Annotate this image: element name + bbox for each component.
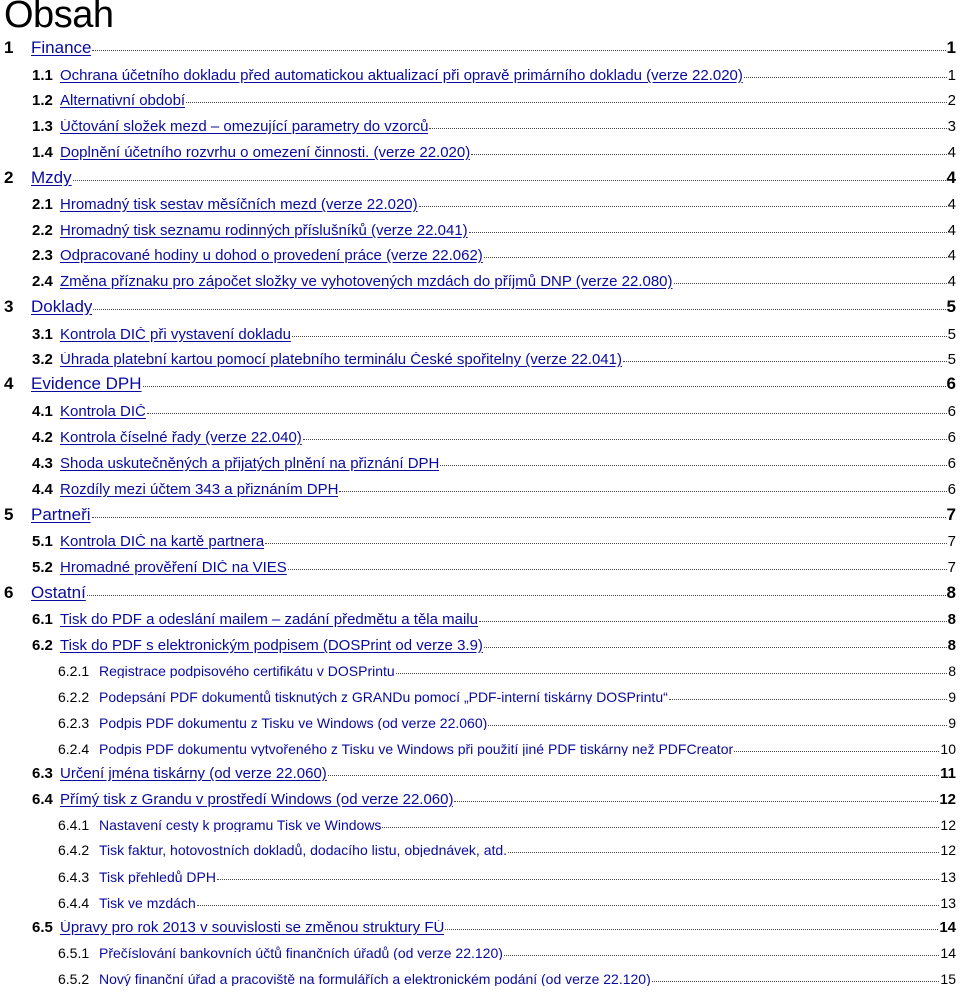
toc-entry-link[interactable]: Tisk do PDF s elektronickým podpisem (DOSPrint od verze 3.9) <box>60 638 483 653</box>
toc-entry-page: 14 <box>940 945 956 961</box>
toc-entry-link[interactable]: Změna příznaku pro zápočet složky ve vyhotovených mzdách do příjmů DNP (verze 22.080) <box>60 274 673 289</box>
toc-entry-page: 1 <box>947 67 956 84</box>
toc-entry-link[interactable]: Určení jména tiskárny (od verze 22.060) <box>60 766 327 781</box>
toc-entry-number: 5 <box>4 505 14 524</box>
toc-entry-link[interactable]: Nastavení cesty k programu Tisk ve Windows <box>99 818 382 832</box>
toc-entry-link[interactable]: Kontrola číselné řady (verze 22.040) <box>60 430 302 445</box>
toc-entry[interactable] <box>58 946 956 960</box>
toc-entry-link[interactable]: Tisk faktur, hotovostních dokladů, dodacího listu, objednávek, atd. <box>99 843 508 857</box>
toc-entry-number: 4 <box>4 374 14 393</box>
toc-entry-number: 6.5 <box>32 919 53 936</box>
toc-entry[interactable] <box>32 404 956 419</box>
toc-entry[interactable] <box>32 274 956 289</box>
toc-entry-link[interactable]: Úpravy pro rok 2013 v souvislosti se změnou struktury FÚ <box>60 920 445 935</box>
toc-dot-leader <box>429 128 946 129</box>
toc-entry[interactable] <box>32 920 956 935</box>
toc-entry-number: 2.3 <box>32 247 53 264</box>
toc-entry[interactable] <box>32 119 956 134</box>
toc-entry[interactable] <box>4 39 956 56</box>
toc-entry-number: 1.3 <box>32 118 53 135</box>
toc-entry-page: 14 <box>939 919 956 936</box>
toc-dot-leader <box>484 647 947 648</box>
toc-dot-leader <box>504 955 940 956</box>
toc-entry-number: 6 <box>4 583 14 602</box>
toc-entry-number: 1.2 <box>32 92 53 109</box>
toc-entry-page: 2 <box>947 92 956 109</box>
toc-entry-number: 4.2 <box>32 429 53 446</box>
toc-entry[interactable] <box>4 506 956 523</box>
toc-entry-page: 12 <box>939 791 956 808</box>
toc-entry-link[interactable]: Ostatní <box>31 584 86 601</box>
toc-entry-link[interactable]: Tisk přehledů DPH <box>99 870 216 884</box>
toc-entry-number: 2 <box>4 168 14 187</box>
toc-entry[interactable] <box>58 818 956 832</box>
toc-dot-leader <box>382 827 939 828</box>
toc-entry[interactable] <box>32 482 956 497</box>
toc-entry-page: 11 <box>940 765 956 782</box>
toc-dot-leader <box>87 595 946 596</box>
toc-dot-leader <box>186 102 947 103</box>
toc-entry-link[interactable]: Podepsání PDF dokumentů tisknutých z GRANDu pomocí „PDF-interní tiskárny DOSPrintu“ <box>99 690 668 704</box>
toc-entry[interactable] <box>58 742 956 756</box>
toc-entry[interactable] <box>32 560 956 575</box>
toc-entry-number: 6.4.2 <box>58 842 90 858</box>
toc-entry[interactable] <box>32 430 956 445</box>
toc-entry[interactable] <box>32 456 956 471</box>
toc-entry-number: 6.2.4 <box>58 741 90 757</box>
toc-dot-leader <box>484 257 947 258</box>
toc-entry-page: 4 <box>947 247 956 264</box>
toc-entry-number: 1.1 <box>32 67 53 84</box>
toc-dot-leader <box>93 309 945 310</box>
toc-entry-link[interactable]: Podpis PDF dokumentu vytvořeného z Tisku ve Windows při použití jiné PDF tiskárny než PDFCreator <box>99 742 734 756</box>
toc-entry-link[interactable]: Mzdy <box>31 169 72 186</box>
toc-entry[interactable] <box>58 843 956 857</box>
toc-dot-leader <box>396 673 948 674</box>
toc-entry[interactable] <box>4 169 956 186</box>
toc-entry-number: 6.4.1 <box>58 817 90 833</box>
toc-entry-link[interactable]: Kontrola DIČ na kartě partnera <box>60 534 265 549</box>
toc-entry-link[interactable]: Přímý tisk z Grandu v prostředí Windows (od verze 22.060) <box>60 792 454 807</box>
toc-entry-page: 7 <box>946 505 956 524</box>
toc-dot-leader <box>73 180 946 181</box>
toc-entry[interactable] <box>32 197 956 212</box>
toc-dot-leader <box>292 336 947 337</box>
toc-entry[interactable] <box>32 327 956 342</box>
toc-dot-leader <box>674 283 947 284</box>
toc-dot-leader <box>328 775 939 776</box>
page-title: Obsah <box>4 0 114 36</box>
toc-entry-page: 3 <box>947 118 956 135</box>
toc-dot-leader <box>339 491 946 492</box>
toc-dot-leader <box>143 386 946 387</box>
toc-entry-link[interactable]: Evidence DPH <box>31 375 142 392</box>
toc-entry-page: 7 <box>947 533 956 550</box>
toc-entry-number: 6.4 <box>32 791 53 808</box>
toc-entry-link[interactable]: Registrace podpisového certifikátu v DOSPrintu <box>99 664 395 678</box>
toc-entry[interactable] <box>58 972 956 986</box>
toc-entry-number: 4.1 <box>32 403 53 420</box>
toc-entry-link[interactable]: Hromadný tisk seznamu rodinných příslušníků (verze 22.041) <box>60 223 468 238</box>
toc-entry-number: 6.4.3 <box>58 869 90 885</box>
toc-entry-link[interactable]: Podpis PDF dokumentu z Tisku ve Windows (od verze 22.060) <box>99 716 488 730</box>
toc-entry-link[interactable]: Rozdíly mezi účtem 343 a přiznáním DPH <box>60 482 339 497</box>
toc-entry-page: 4 <box>946 168 956 187</box>
toc-entry-page: 10 <box>940 741 956 757</box>
toc-dot-leader <box>288 569 947 570</box>
toc-dot-leader <box>147 413 947 414</box>
toc-entry-number: 4.3 <box>32 455 53 472</box>
toc-entry-page: 5 <box>947 326 956 343</box>
toc-entry-number: 3.2 <box>32 351 53 368</box>
toc-entry-link[interactable]: Tisk ve mzdách <box>99 896 196 910</box>
toc-entry-page: 9 <box>948 689 956 705</box>
toc-entry[interactable] <box>4 375 956 392</box>
toc-dot-leader <box>303 439 947 440</box>
toc-entry-page: 4 <box>947 196 956 213</box>
toc-dot-leader <box>669 699 947 700</box>
toc-entry-page: 6 <box>946 374 956 393</box>
toc-entry-link[interactable]: Odpracované hodiny u dohod o provedení práce (verze 22.062) <box>60 248 483 263</box>
toc-entry[interactable] <box>58 716 956 730</box>
toc-entry-link[interactable]: Partneři <box>31 506 91 523</box>
toc-entry-page: 8 <box>946 583 956 602</box>
toc-entry-link[interactable]: Finance <box>31 39 92 56</box>
toc-dot-leader <box>419 206 947 207</box>
toc-dot-leader <box>471 154 946 155</box>
toc-entry-number: 3 <box>4 297 14 316</box>
toc-dot-leader <box>508 852 939 853</box>
toc-entry[interactable] <box>32 93 956 108</box>
toc-entry-link[interactable]: Úhrada platební kartou pomocí platebního terminálu České spořitelny (verze 22.041) <box>60 352 622 367</box>
toc-entry-number: 6.4.4 <box>58 895 90 911</box>
toc-entry-number: 6.5.1 <box>58 945 90 961</box>
toc-entry-page: 15 <box>940 971 956 987</box>
toc-entry[interactable] <box>58 664 956 678</box>
toc-entry-number: 6.2 <box>32 637 53 654</box>
toc-entry-number: 6.1 <box>32 611 53 628</box>
toc-entry[interactable] <box>32 352 956 367</box>
toc-entry-number: 2.1 <box>32 196 53 213</box>
toc-dot-leader <box>92 50 945 51</box>
toc-entry-number: 1.4 <box>32 144 53 161</box>
toc-dot-leader <box>445 929 938 930</box>
toc-entry[interactable] <box>58 896 956 910</box>
toc-entry[interactable] <box>32 792 956 807</box>
toc-entry-link[interactable]: Kontrola DIČ při vystavení dokladu <box>60 327 291 342</box>
toc-entry-link[interactable]: Alternativní období <box>60 93 186 108</box>
toc-entry-number: 2.4 <box>32 273 53 290</box>
toc-entry-page: 6 <box>947 429 956 446</box>
toc-dot-leader <box>734 751 939 752</box>
toc-dot-leader <box>92 517 946 518</box>
toc-entry-page: 5 <box>947 351 956 368</box>
toc-entry-number: 2.2 <box>32 222 53 239</box>
toc-entry-page: 13 <box>940 895 956 911</box>
toc-dot-leader <box>265 543 946 544</box>
toc-entry-page: 5 <box>946 297 956 316</box>
toc-dot-leader <box>652 981 940 982</box>
toc-entry[interactable] <box>32 68 956 83</box>
toc-entry-page: 4 <box>947 222 956 239</box>
toc-entry-page: 4 <box>947 273 956 290</box>
toc-entry-page: 7 <box>947 559 956 576</box>
toc-entry-number: 6.2.2 <box>58 689 90 705</box>
toc-entry-number: 3.1 <box>32 326 53 343</box>
toc-entry-link[interactable]: Doplnění účetního rozvrhu o omezení činnosti. (verze 22.020) <box>60 145 471 160</box>
toc-entry[interactable] <box>32 612 956 627</box>
toc-entry-link[interactable]: Hromadné prověření DIČ na VIES <box>60 560 287 575</box>
toc-dot-leader <box>454 801 938 802</box>
toc-entry-number: 6.3 <box>32 765 53 782</box>
toc-entry-page: 8 <box>948 663 956 679</box>
toc-entry[interactable] <box>58 870 956 884</box>
toc-entry[interactable] <box>32 766 956 781</box>
toc-entry-number: 6.5.2 <box>58 971 90 987</box>
toc-entry-number: 1 <box>4 38 14 57</box>
toc-entry-link[interactable]: Účtování složek mezd – omezující parametry do vzorců <box>60 119 429 134</box>
toc-entry[interactable] <box>4 298 956 315</box>
toc-entry-link[interactable]: Ochrana účetního dokladu před automatickou aktualizací při opravě primárního dokladu (verze 22.020) <box>60 68 743 83</box>
toc-entry-page: 6 <box>947 455 956 472</box>
toc-entry[interactable] <box>4 584 956 601</box>
toc-entry-page: 6 <box>947 481 956 498</box>
toc-entry-page: 8 <box>947 637 956 654</box>
toc-entry-link[interactable]: Shoda uskutečněných a přijatých plnění na přiznání DPH <box>60 456 440 471</box>
toc-entry-page: 6 <box>947 403 956 420</box>
toc-entry-number: 6.2.1 <box>58 663 90 679</box>
toc-entry[interactable] <box>58 690 956 704</box>
toc-entry-number: 5.2 <box>32 559 53 576</box>
toc-entry-number: 4.4 <box>32 481 53 498</box>
toc-entry-link[interactable]: Hromadný tisk sestav měsíčních mezd (verze 22.020) <box>60 197 418 212</box>
toc-entry-link[interactable]: Tisk do PDF a odeslání mailem – zadání předmětu a těla mailu <box>60 612 478 627</box>
toc-entry-page: 1 <box>946 38 956 57</box>
toc-dot-leader <box>744 77 947 78</box>
toc-entry-link[interactable]: Nový finanční úřad a pracoviště na formulářích a elektronickém podání (od verze 22.120) <box>99 972 651 986</box>
toc-entry[interactable] <box>32 223 956 238</box>
toc-dot-leader <box>217 879 939 880</box>
toc-entry-link[interactable]: Doklady <box>31 298 93 315</box>
toc-entry-link[interactable]: Přečíslování bankovních účtů finančních úřadů (od verze 22.120) <box>99 946 503 960</box>
toc-dot-leader <box>623 361 947 362</box>
toc-entry-page: 12 <box>940 817 956 833</box>
toc-entry-page: 13 <box>940 869 956 885</box>
toc-entry-page: 4 <box>947 144 956 161</box>
toc-dot-leader <box>469 232 947 233</box>
toc-entry-page: 12 <box>940 842 956 858</box>
toc-entry[interactable] <box>32 638 956 653</box>
toc-dot-leader <box>479 621 947 622</box>
toc-entry-page: 8 <box>947 611 956 628</box>
toc-dot-leader <box>440 465 946 466</box>
toc-entry-link[interactable]: Kontrola DIČ <box>60 404 146 419</box>
toc-entry-page: 9 <box>948 715 956 731</box>
toc-entry[interactable] <box>32 145 956 160</box>
toc-dot-leader <box>488 725 947 726</box>
toc-entry[interactable] <box>32 534 956 549</box>
toc-entry[interactable] <box>32 248 956 263</box>
toc-entry-number: 5.1 <box>32 533 53 550</box>
toc-entry-number: 6.2.3 <box>58 715 90 731</box>
toc-dot-leader <box>197 905 940 906</box>
